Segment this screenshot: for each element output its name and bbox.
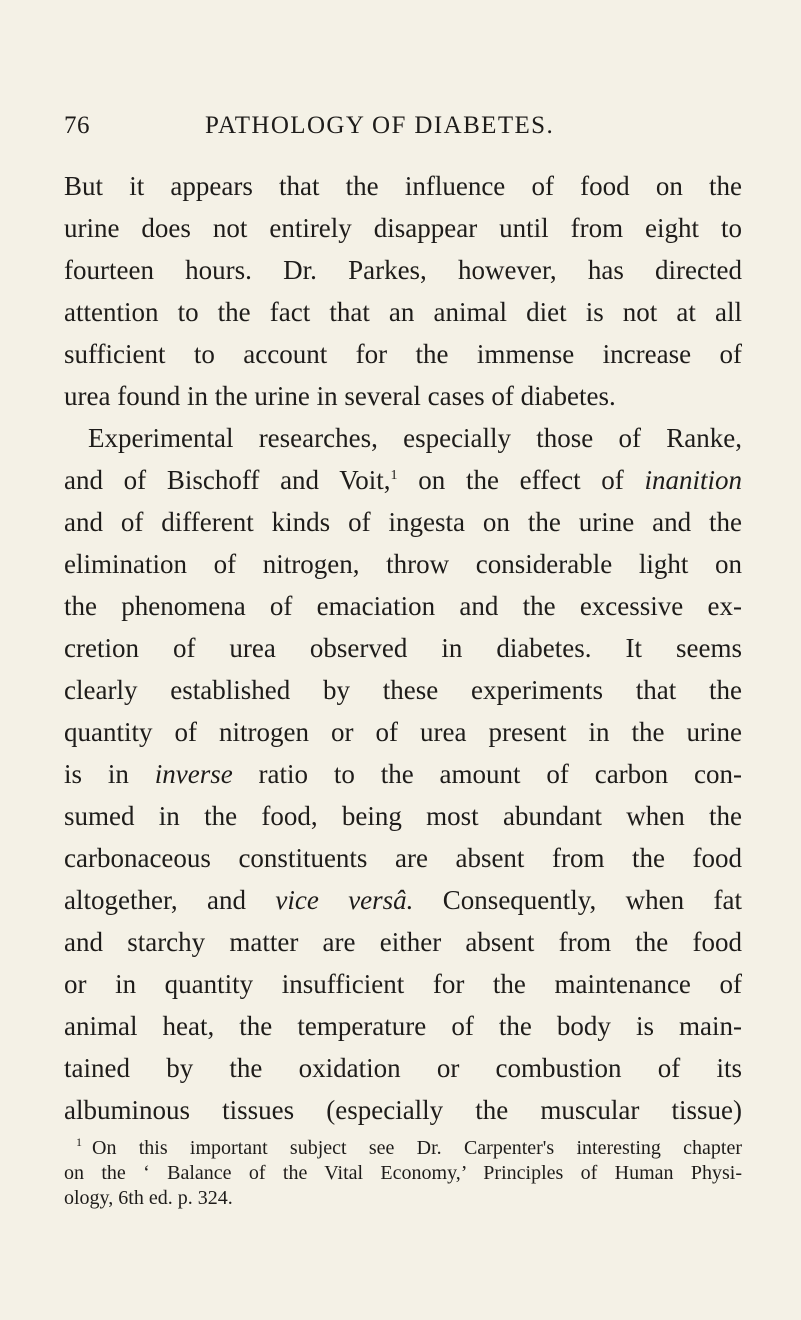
text-line (64, 879, 742, 921)
footnote-line: on the ‘ Balance of the Vital Economy,’ Principles of Human Physi- (64, 1162, 742, 1184)
footnote-mark: 1 (76, 1135, 82, 1150)
text-line: clearly established by these experiments that the (64, 675, 742, 705)
text-line: fourteen hours. Dr. Parkes, however, has directed (64, 255, 742, 285)
italic-term: inverse (154, 759, 233, 789)
italic-term: inanition (644, 465, 742, 495)
footnote-reference: 1 (390, 468, 398, 483)
page-header (64, 112, 742, 146)
text-fragment: On this important subject see Dr. Carpenter's interesting chapter (92, 1137, 742, 1159)
footnote (64, 1136, 742, 1211)
italic-term: vice versâ. (275, 885, 414, 915)
text-line: urea found in the urine in several cases of diabetes. (64, 381, 616, 411)
text-fragment: is in (64, 759, 155, 789)
text-fragment: altogether, and (64, 885, 276, 915)
text-line: and of different kinds of ingesta on the urine and the (64, 507, 742, 537)
text-fragment: Consequently, when fat (413, 885, 742, 915)
text-line: albuminous tissues (especially the muscular tissue) (64, 1095, 742, 1125)
text-line: sumed in the food, being most abundant when the (64, 801, 742, 831)
running-title: PATHOLOGY OF DIABETES. (205, 112, 555, 139)
text-line: carbonaceous constituents are absent from the food (64, 843, 742, 873)
text-line: sufficient to account for the immense increase of (64, 339, 742, 369)
body-text (64, 165, 742, 1131)
text-line: But it appears that the influence of food on the (64, 171, 742, 201)
text-line: attention to the fact that an animal diet is not at all (64, 297, 742, 327)
text-fragment: and of Bischoff and Voit, (64, 465, 391, 495)
footnote-line: ology, 6th ed. p. 324. (64, 1187, 233, 1209)
text-line: and starchy matter are either absent from the food (64, 927, 742, 957)
text-fragment: on the effect of (397, 465, 645, 495)
text-line: Experimental researches, especially those of Ranke, (88, 423, 742, 453)
text-line: tained by the oxidation or combustion of its (64, 1053, 742, 1083)
text-line: or in quantity insufficient for the maintenance of (64, 969, 742, 999)
page-number: 76 (64, 112, 90, 139)
text-line: the phenomena of emaciation and the excessive ex- (64, 591, 742, 621)
text-line (64, 459, 742, 501)
text-fragment: ratio to the amount of carbon con- (232, 759, 742, 789)
text-line: urine does not entirely disappear until from eight to (64, 213, 742, 243)
text-line: quantity of nitrogen or of urea present in the urine (64, 717, 742, 747)
text-line (64, 753, 742, 795)
text-line: animal heat, the temperature of the body is main- (64, 1011, 742, 1041)
text-line: cretion of urea observed in diabetes. It seems (64, 633, 742, 663)
text-line: elimination of nitrogen, throw considerable light on (64, 549, 742, 579)
footnote-line (64, 1136, 742, 1161)
